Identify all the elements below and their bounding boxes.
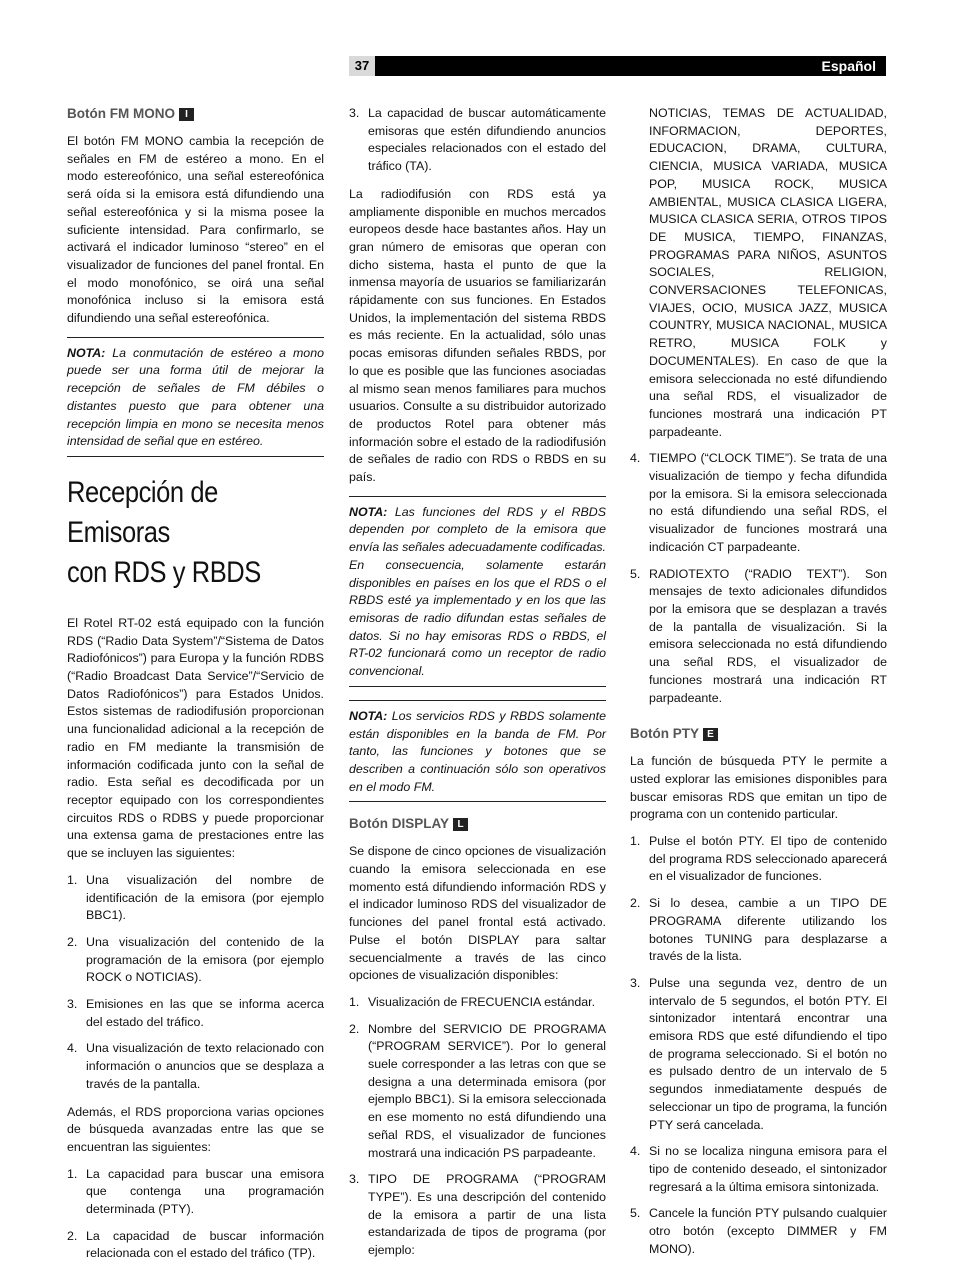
list-item: 4. Si no se localiza ninguna emisora para el tipo de contenido deseado, el sintonizador regresará a la última emisora sintonizada. — [630, 1144, 887, 1194]
column-1 — [67, 105, 324, 1273]
section-heading-fm-mono: Botón FM MONO I — [67, 105, 324, 123]
list-item: 1. Visualización de FRECUENCIA estándar. — [349, 994, 596, 1009]
list-item: 5. Cancele la función PTY pulsando cualquier otro botón (excepto DIMMER y FM MONO). — [630, 1206, 887, 1256]
note-label: NOTA: — [349, 708, 388, 723]
paragraph-display: Se dispone de cinco opciones de visualización cuando la emisora seleccionada en ese momento está difundiendo información RDS y el indicador luminoso RDS del visualizador de funciones del panel frontal está activado. Pulse el botón DISPLAY para saltar secuencialmente a través de las cinco opciones de visualización disponibles: — [349, 844, 606, 983]
page-header-bar — [349, 56, 886, 76]
section-heading-display: Botón DISPLAY L — [349, 815, 606, 833]
feature-list — [67, 872, 324, 1094]
note-box-fm-mono — [67, 337, 324, 457]
list-item: 1. Una visualización del nombre de identificación de la emisora (por ejemplo BBC1). — [67, 872, 324, 923]
button-tag-i: I — [179, 108, 194, 121]
note-box-fm-only — [349, 700, 606, 803]
pty-steps-list — [630, 833, 887, 1258]
list-item: 3. Emisiones en las que se informa acerca del estado del tráfico. — [67, 997, 324, 1029]
note-box-rds-dependency — [349, 496, 606, 687]
list-item: 2. Una visualización del contenido de la programación de la emisora (por ejemplo ROCK o NOTICIAS). — [67, 934, 324, 985]
button-tag-l: L — [453, 818, 468, 831]
note-text: La conmutación de estéreo a mono puede ser una forma útil de mejorar la recepción de señales de FM débiles o distantes puesto que para obtener una recepción limpia en mono se necesita menos intensidad de señal que en estéreo. — [67, 345, 324, 449]
list-item: 4. Una visualización de texto relacionado con información o anuncios que se desplaza a través de la pantalla. — [67, 1041, 324, 1091]
paragraph-pty: La función de búsqueda PTY le permite a usted explorar las emisiones disponibles para buscar emisoras RDS que emitan un tipo de programa con un contenido particular. — [630, 754, 887, 822]
column-3 — [630, 105, 887, 1268]
column-2 — [349, 105, 606, 1270]
list-item: 1. Pulse el botón PTY. El tipo de contenido del programa RDS seleccionado aparecerá en el visualizador de funciones. — [630, 834, 887, 884]
paragraph-fm-mono: El botón FM MONO cambia la recepción de señales en FM de estéreo a mono. En el modo estereofónico, una señal estereofónica será oída si la emisora está difundiendo una señal estereofónica y si la misma posee la suficiente intensidad. Para confirmarlo, se activará el indicador luminoso “stereo” en el visualizador de funciones del panel frontal. En el modo monofónico, se oirá una señal monofónica incluso si la emisora está difundiendo una señal estereofónica. — [67, 134, 324, 326]
section-heading-pty: Botón PTY E — [630, 725, 887, 743]
list-item: 5. RADIOTEXTO (“RADIO TEXT”). Son mensajes de texto adicionales difundidos por la emisora que se desplazan a través de la pantalla de visualización. Si la emisora seleccionada no está difundiendo una señal RDS, el visualizador de funciones mostrará una indicación RT parpadeante. — [630, 566, 887, 705]
list-item: 1. La capacidad para buscar una emisora que contenga una programación determinada (PTY). — [67, 1166, 324, 1217]
paragraph-rds-intro: El Rotel RT-02 está equipado con la función RDS (“Radio Data System”/“Sistema de Datos Radiofónicos”) para Europa y la función RDBS (“Radio Broadcast Data Service”/“Servicio de Datos Radiofónicos”) para Estados Unidos. Estos sistemas de radiodifusión proporcionan una funcionalidad adicional a la recepción de radio en FM mediante la transmisión de información codificada junto con la señal de radio. Esta señal es decodificada por un receptor equipado con los correspondientes circuitos RDS o RDBS y puede proporcionar una extensa gama de prestaciones entre las que se incluyen las siguientes: — [67, 615, 324, 861]
search-options-list-cont — [349, 105, 606, 176]
list-item-continuation: NOTICIAS, TEMAS DE ACTUALIDAD, INFORMACION, DEPORTES, EDUCACION, DRAMA, CULTURA, CIENCIA, MUSICA VARIADA, MUSICA POP, MUSICA ROCK, MUSICA AMBIENTAL, MUSICA CLASICA LIGERA, MUSICA CLASICA SERIA, OTROS TIPOS DE MUSICA, TIEMPO, FINANZAS, PROGRAMAS PARA NIÑOS, ASUNTOS SOCIALES, RELIGION, CONVERSACIONES TELEFONICAS, VIAJES, OCIO, MUSICA JAZZ, MUSICA COUNTRY, MUSICA NACIONAL, MUSICA RETRO, MUSICA FOLK y DOCUMENTALES). En caso de que la emisora seleccionada no esté difundiendo una señal RDS, el visualizador de funciones mostrará una indicación PT parpadeante. — [649, 106, 887, 439]
display-options-list-cont — [630, 450, 887, 707]
list-item: 2. La capacidad de buscar información relacionada con el estado del tráfico (TP). — [67, 1228, 324, 1261]
section-title-rds: Recepción de Emisoras con RDS y RBDS — [67, 475, 261, 589]
paragraph-ademas: Además, el RDS proporciona varias opciones de búsqueda avanzadas entre las que se encuentran las siguientes: — [67, 1104, 324, 1154]
list-item: 2. Nombre del SERVICIO DE PROGRAMA (“PROGRAM SERVICE”). Por lo general suele corresponder a las letras con que se designa a una determinada emisora (por ejemplo BBC1). Si la emisora seleccionada en ese momento no está difundiendo una señal RDS, el visualizador de funciones mostrará una indicación PS parpadeante. — [349, 1021, 606, 1160]
list-item: 3. La capacidad de buscar automáticamente emisoras que estén difundiendo anuncios especiales relacionados con el estado del tráfico (TA). — [349, 106, 606, 174]
list-item: 3. TIPO DE PROGRAMA (“PROGRAM TYPE”). Es una descripción del contenido de la emisora a partir de una lista estandarizada de tipos de programa (por ejemplo: — [349, 1172, 606, 1258]
display-options-list — [349, 994, 606, 1260]
button-tag-e: E — [703, 728, 718, 741]
list-item: 2. Si lo desea, cambie a un TIPO DE PROGRAMA diferente utilizando los botones TUNING para desplazarse a través de la lista. — [630, 896, 887, 964]
language-label: Español — [821, 58, 876, 74]
list-item: 3. Pulse una segunda vez, dentro de un intervalo de 5 segundos, el botón PTY. El sintonizador intentará encontrar una emisora RDS que esté difundiendo el tipo de programa seleccionado. Si el botón no es pulsado dentro de un intervalo de 5 segundos inmediatamente después de seleccionar un tipo de programa, la función PTY será cancelada. — [630, 975, 887, 1132]
note-text: Los servicios RDS y RBDS solamente están disponibles en la banda de FM. Por tanto, las funciones y botones que se describen a continuación sólo son operativos en el modo FM. — [349, 708, 606, 794]
list-item: 4. TIEMPO (“CLOCK TIME”). Se trata de una visualización de tiempo y fecha difundida por la emisora. Si la emisora seleccionada no está difundiendo una señal RDS, el visualizador de funciones mostrará una indicación CT parpadeante. — [630, 451, 887, 554]
note-label: NOTA: — [67, 345, 106, 360]
search-options-list — [67, 1166, 324, 1264]
note-label: NOTA: — [349, 504, 388, 519]
note-text: Las funciones del RDS y el RBDS dependen por completo de la emisora que envía las señales adecuadamente codificadas. En consecuencia, solamente estarán disponibles en países en los que el RDS o el RBDS esté ya implementado y en los que las emisoras de radio difundan estas señales de datos. Si no hay emisoras RDS o RBDS, el RT-02 funcionará como un receptor de radio convencional. — [349, 504, 606, 679]
paragraph-rds-availability: La radiodifusión con RDS está ya ampliamente disponible en muchos mercados europeos desde hace bastantes años. Hay un gran número de emisoras que operan con dicho sistema, hasta el punto de que la inmensa mayoría de usuarios se familiarizarán rápidamente con sus funciones. En Estados Unidos, la implementación del sistema RBDS es más reciente. En la actualidad, sólo unas pocas emisoras difunden señales RBDS, por lo que es posible que las funciones asociadas al mismo sean menos familiares para muchos usuarios. Consulte a su distribuidor autorizado de productos Rotel para obtener más información sobre el estado de la radiodifusión de señales de radio con RDS o RBDS en su país. — [349, 186, 606, 485]
page-number: 37 — [349, 56, 375, 76]
